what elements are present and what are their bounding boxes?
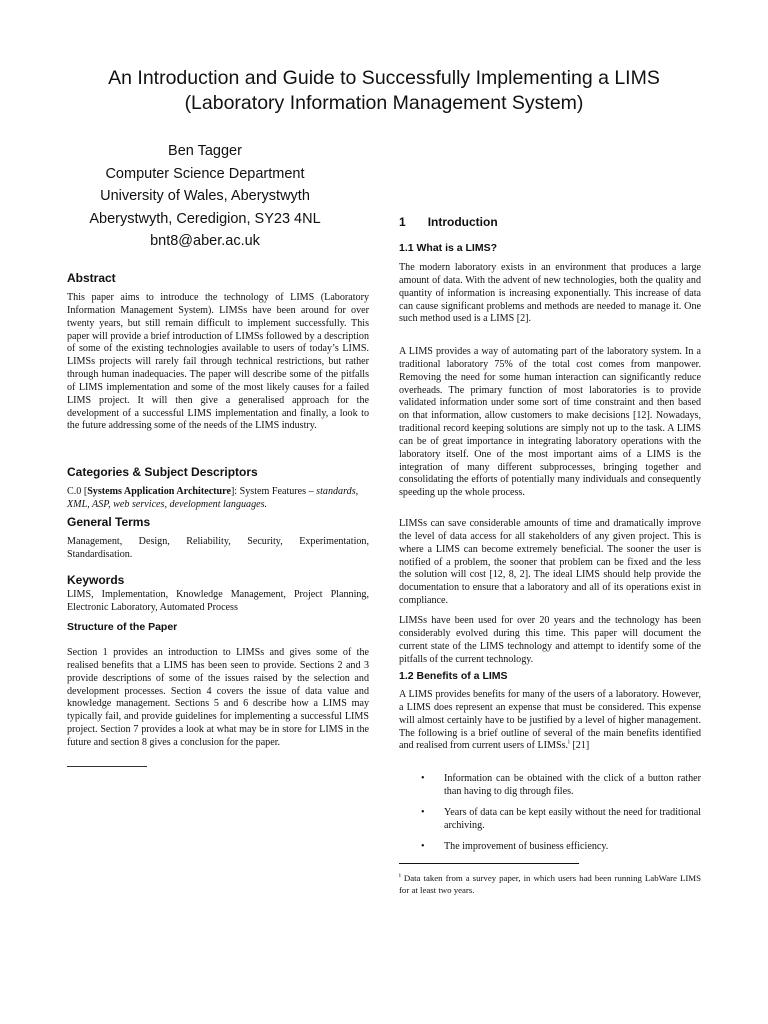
intro-paragraph-4: LIMSs have been used for over 20 years and the technology has been considerably evolved during this time. This paper will document the current state of the LIMS technology and attempt to identify some of the pitfalls of the current technology. (399, 615, 701, 665)
title-line-2: (Laboratory Information Management System) (184, 92, 584, 114)
paper-title (40, 66, 728, 116)
author-department: Computer Science Department (105, 165, 305, 182)
benefits-list (399, 772, 701, 861)
general-terms-text: Management, Design, Reliability, Security, Experimentation, Standardisation. (67, 536, 369, 560)
categories-heading: Categories & Subject Descriptors (67, 465, 258, 479)
abstract-heading: Abstract (67, 271, 116, 285)
keywords-heading: Keywords (67, 573, 125, 587)
categories-italic: standards, XML, ASP, web services, development languages. (67, 486, 359, 510)
bullet-text: The improvement of business efficiency. (444, 841, 609, 852)
categories-code: C.0 [ (67, 486, 88, 497)
introduction-title: Introduction (427, 215, 498, 229)
introduction-number: 1 (399, 215, 406, 229)
footnote (399, 873, 701, 896)
footnote-divider-left (67, 766, 147, 767)
benefits-heading: 1.2 Benefits of a LIMS (399, 670, 508, 682)
list-item (399, 840, 701, 853)
structure-heading: Structure of the Paper (67, 621, 178, 633)
bullet-icon: • (421, 841, 425, 852)
bullet-text: Years of data can be kept easily without the need for traditional archiving. (444, 807, 701, 831)
list-item (399, 772, 701, 798)
keywords-text: LIMS, Implementation, Knowledge Management, Project Planning, Electronic Laboratory, Automated Process (67, 589, 369, 613)
author-email: bnt8@aber.ac.uk (150, 233, 260, 249)
footnote-marker: i (568, 739, 570, 747)
what-is-lims-heading: 1.1 What is a LIMS? (399, 242, 498, 254)
author-address: Aberystwyth, Ceredigion, SY23 4NL (89, 210, 321, 227)
benefits-ref: [21] (569, 740, 590, 752)
general-terms-heading: General Terms (67, 515, 151, 529)
bullet-text: Information can be obtained with the click of a button rather than having to dig through files. (444, 773, 701, 797)
categories-rest: ]: System Features – (230, 486, 314, 497)
title-line-1: An Introduction and Guide to Successfully Implementing a LIMS (108, 67, 660, 89)
bullet-icon: • (421, 807, 425, 818)
intro-paragraph-5 (399, 689, 701, 753)
footnote-divider-right (399, 863, 579, 864)
intro-paragraph-2: A LIMS provides a way of automating part of the laboratory system. In a traditional laboratory 75% of the total cost comes from manpower. Removing the need for some human interaction can significantly reduce overheads. The primary function of most laboratories is to provide validated information under some sort of time constraint and then based on that information, allow customers to make decisions [12]. Nowadays, traditional record keeping solutions are simply not up to the task. A LIMS can be of great importance in integrating laboratory operations with the laboratory itself. One of the most important aims of a LIMS is the integration of many different subprocesses, bringing together and consolidating the efforts of potentially many individuals and consequently speeding up the whole process. (399, 346, 701, 499)
introduction-heading (399, 215, 498, 229)
author-name: Ben Tagger (168, 143, 242, 159)
structure-text: Section 1 provides an introduction to LIMSs and gives some of the realised benefits that a LIMS has been seen to provide. Sections 2 and 3 provide descriptions of some of the issues raised by the selection and development processes. Section 4 covers the issue of data value and knowledge management. Sections 5 and 6 describe how a LIMS may typically fail, and provide guidelines for implementing a successful LIMS project. Section 7 provides a look at what may be in store for LIMS in the future and section 8 gives a conclusion for the paper. (67, 647, 369, 748)
footnote-text: Data taken from a survey paper, in which users had been running LabWare LIMS for at least two years. (399, 873, 701, 895)
abstract-text: This paper aims to introduce the technology of LIMS (Laboratory Information Management System). LIMSs have been around for over twenty years, but still remain difficult to implement successfully. This paper will provide a brief introduction of LIMSs followed by a description of some of the existing technologies available to users of today’s LIMS. LIMSs projects will rarely fail through technical restrictions, but rather through human inadequacies. The paper will describe some of the pitfalls of LIMS implementation and some of the most likely causes for a failed LIMS project. It will then give a generalised approach for the development of a successful LIMS implementation and finally, a look to the future addressing some of the needs of the LIMS industry. (67, 292, 369, 432)
author-university: University of Wales, Aberystwyth (100, 188, 310, 204)
author-block (40, 140, 370, 253)
bullet-icon: • (421, 773, 425, 784)
benefits-text: A LIMS provides benefits for many of the users of a laboratory. However, a LIMS does represent an expense that must be considered. This expense will almost certainly have to be justified by a level of higher management. The following is a brief outline of several of the main benefits identified and realised from current users of LIMSs. (399, 689, 701, 752)
categories-bold: Systems Application Architecture (87, 486, 231, 497)
footnote-number: i (399, 872, 401, 880)
list-item (399, 806, 701, 832)
categories-text (67, 486, 369, 512)
intro-paragraph-1: The modern laboratory exists in an environment that produces a large amount of data. With the advent of new technologies, both the quality and quantity of information is increasing exponentially. This increase of data can cause significant problems and methods are needed to manage it. One such method used is a LIMS [2]. (399, 262, 701, 325)
intro-paragraph-3: LIMSs can save considerable amounts of time and dramatically improve the level of data access for all stakeholders of any given project. This is where a LIMS can become extremely beneficial. The sooner the user is notified of a problem, the sooner that problem can be fixed and the less the solution will cost [12, 8, 2]. The ideal LIMS should help provide the documentation to ensure that a laboratory and all of its operations exist in compliance. (399, 518, 701, 607)
